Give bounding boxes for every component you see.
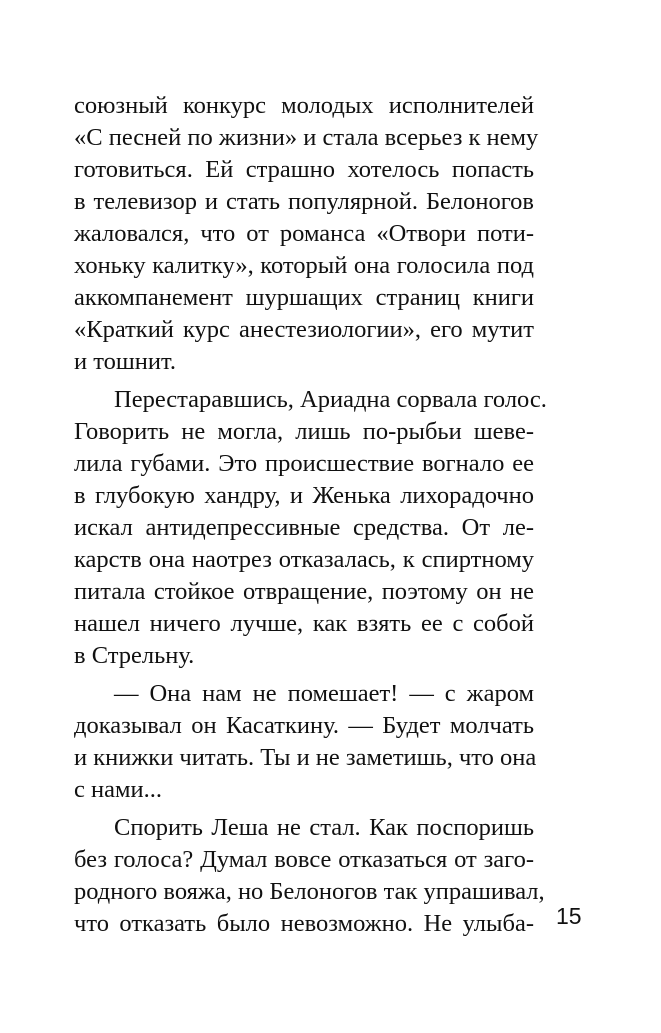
text-line: родного вояжа, но Белоногов так упрашивал, — [74, 878, 545, 905]
text-line: искал антидепрессивные средства. От ле- — [74, 514, 534, 541]
text-line: с нами... — [74, 776, 162, 803]
text-line: союзный конкурс молодых исполнителей — [74, 92, 534, 119]
text-line: и тошнит. — [74, 348, 176, 375]
text-line: аккомпанемент шуршащих страниц книги — [74, 284, 534, 311]
text-line: в глубокую хандру, и Женька лихорадочно — [74, 482, 534, 509]
body-text — [74, 90, 547, 940]
text-line: Спорить Леша не стал. Как поспоришь — [114, 814, 534, 841]
text-line: и книжки читать. Ты и не заметишь, что она — [74, 744, 537, 771]
text-line: Перестаравшись, Ариадна сорвала голос. — [114, 386, 547, 413]
text-line: — Она нам не помешает! — с жаром — [114, 680, 534, 707]
paragraph — [74, 678, 537, 806]
text-line: лила губами. Это происшествие вогнало ее — [74, 450, 534, 477]
text-line: готовиться. Ей страшно хотелось попасть — [74, 156, 534, 183]
text-line: хоньку калитку», который она голосила под — [74, 252, 534, 279]
text-line: жаловался, что от романса «Отвори поти- — [74, 220, 534, 247]
text-line: в Стрельну. — [74, 642, 195, 669]
paragraph — [74, 812, 545, 940]
text-line: «Краткий курс анестезиологии», его мутит — [74, 316, 534, 343]
paragraph — [74, 384, 547, 672]
text-line: Говорить не могла, лишь по-рыбьи шеве- — [74, 418, 534, 445]
text-line: доказывал он Касаткину. — Будет молчать — [74, 712, 534, 739]
text-line: питала стойкое отвращение, поэтому он не — [74, 578, 534, 605]
text-line: нашел ничего лучше, как взять ее с собой — [74, 610, 534, 637]
page-number: 15 — [556, 903, 582, 929]
text-line: «С песней по жизни» и стала всерьез к нему — [74, 124, 539, 151]
text-line: в телевизор и стать популярной. Белоногов — [74, 188, 534, 215]
text-line: карств она наотрез отказалась, к спиртному — [74, 546, 534, 573]
text-line: без голоса? Думал вовсе отказаться от заго- — [74, 846, 534, 873]
paragraph — [74, 90, 539, 378]
text-line: что отказать было невозможно. Не улыба- — [74, 910, 534, 937]
